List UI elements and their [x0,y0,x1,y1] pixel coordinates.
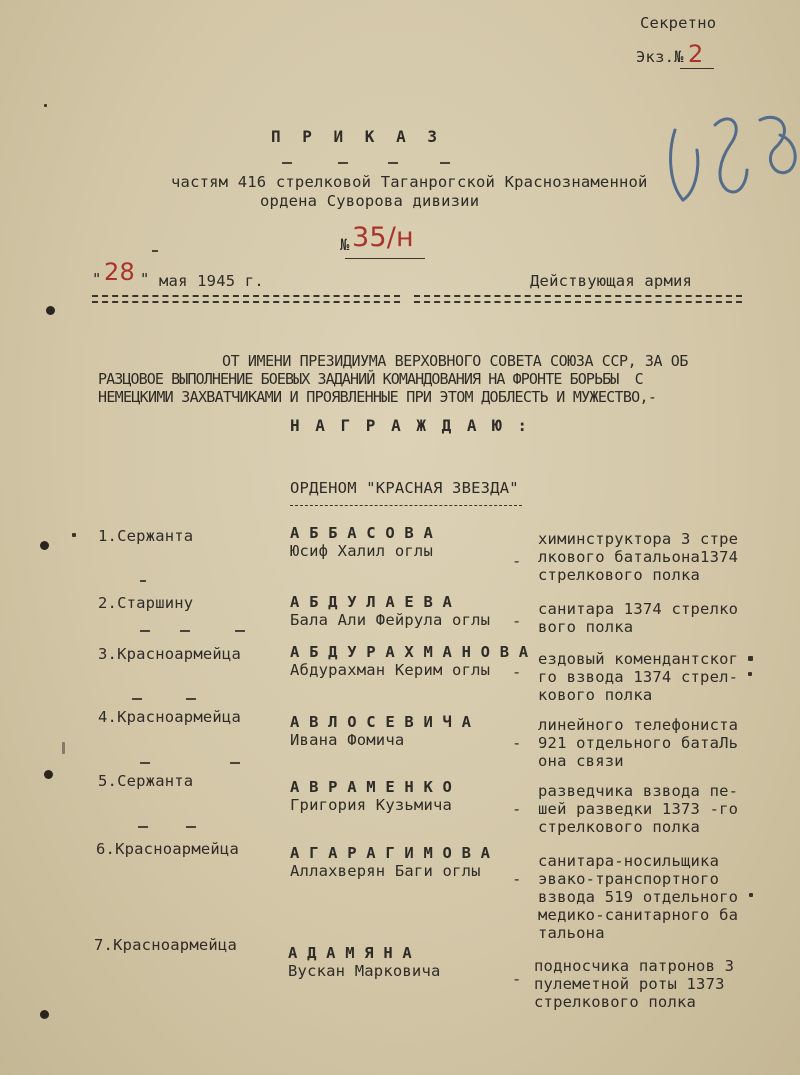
preamble-line-1: ОТ ИМЕНИ ПРЕЗИДИУМА ВЕРХОВНОГО СОВЕТА СОЮЗА ССР, ЗА ОБ [222,352,689,370]
entry-surname: А Д А М Я Н А [288,944,412,962]
entry-dash: - [512,970,522,988]
entry-duty-line: ездовый комендантског [538,650,739,668]
binder-hole [46,306,55,315]
separator-dash [235,630,245,632]
entry-duty-line: взвода 519 отдельного [538,888,739,906]
ink-speck [748,656,753,661]
order-number: 35/н [352,222,414,253]
separator-dash [338,162,348,164]
entry-given-name: Ивана Фомича [290,731,405,749]
entry-given-name: Григория Кузьмича [290,796,453,814]
entry-given-name: Абдурахман Керим оглы [290,661,491,679]
ink-speck [62,742,65,754]
order-name: ОРДЕНОМ "КРАСНАЯ ЗВЕЗДА" [290,479,519,497]
entry-rank: 2.Старшину [98,594,194,612]
date-quote-close: " [140,270,150,288]
separator-dash [132,698,142,700]
entry-duty-line: она связи [538,752,624,770]
entry-dash: - [512,800,522,818]
entry-rank: 7.Красноармейца [94,936,237,954]
preamble-line-2: РАЗЦОВОЕ ВЫПОЛНЕНИЕ БОЕВЫХ ЗАДАНИЙ КОМАНДОВАНИЯ НА ФРОНТЕ БОРЬБЫ С [98,370,643,388]
binder-hole [44,770,53,779]
entry-duty-line: 921 отдельного батаЛь [538,734,739,752]
unit-line-1: частям 416 стрелковой Таганрогской Краснознаменной [171,173,648,191]
entry-duty-line: шей разведки 1373 -го [538,800,739,818]
entry-rank: 6.Красноармейца [96,840,239,858]
separator-dash [180,630,190,632]
entry-dash: - [512,870,522,888]
header-divider [414,295,742,297]
separator-dash [186,698,196,700]
entry-given-name: Аллахверян Баги оглы [290,862,481,880]
entry-surname: А Б Д У Л А Е В А [290,593,453,611]
order-title: П Р И К А З [271,127,443,146]
entry-duty-line: медико-санитарного ба [538,906,739,924]
entry-duty-line: эвако-транспортного [538,870,720,888]
copy-label: Экз.№ [636,48,684,66]
entry-duty-line: лкового батальона1374 [538,548,739,566]
entry-duty-line: стрелкового полка [538,818,701,836]
entry-duty-line: го взвода 1374 стрел- [538,668,739,686]
separator-dash [186,826,196,828]
entry-duty-line: вого полка [538,618,634,636]
date-day: 28 [104,258,135,286]
copy-number: 2 [688,40,704,68]
ink-speck [44,104,47,107]
entry-duty-line: химинструктора 3 стре [538,530,739,548]
binder-hole [40,541,49,550]
date-month-year: мая 1945 г. [159,272,264,290]
entry-rank: 1.Сержанта [98,527,194,545]
entry-given-name: Бала Али Фейрула оглы [290,611,491,629]
location-text: Действующая армия [530,272,693,290]
entry-surname: А В Л О С Е В И Ч А [290,713,472,731]
award-declaration: Н А Г Р А Ж Д А Ю : [290,416,531,435]
unit-line-2: ордена Суворова дивизии [260,192,480,210]
header-divider [92,295,400,297]
ink-speck [749,893,753,897]
separator-dash [282,162,292,164]
entry-surname: А Б Д У Р А Х М А Н О В А [290,643,529,661]
separator-dash [140,630,150,632]
copy-underline [680,68,714,69]
entry-given-name: Юсиф Халил оглы [290,542,433,560]
entry-duty-line: кового полка [538,686,653,704]
entry-duty-line: стрелкового полка [538,566,701,584]
separator-dash [230,762,240,764]
entry-duty-line: санитара 1374 стрелко [538,600,739,618]
entry-rank: 3.Красноармейца [98,645,241,663]
entry-dash: - [512,734,522,752]
entry-given-name: Вускан Марковича [288,962,441,980]
header-divider [92,301,400,303]
entry-duty-line: подносчика патронов 3 [534,957,735,975]
entry-surname: А Б Б А С О В А [290,524,433,542]
secret-stamp: Секретно [640,14,717,32]
separator-dash [152,250,158,252]
entry-duty-line: линейного телефониста [538,716,739,734]
order-number-underline [345,258,425,259]
ink-speck [748,672,752,676]
preamble-line-3: НЕМЕЦКИМИ ЗАХВАТЧИКАМИ И ПРОЯВЛЕННЫЕ ПРИ ЭТОМ ДОБЛЕСТЬ И МУЖЕСТВО,- [98,388,657,406]
binder-hole [40,1010,49,1019]
entry-duty-line: разведчика взвода пе- [538,782,739,800]
separator-dash [440,162,450,164]
order-name-underline [290,505,522,506]
entry-dash: - [512,663,522,681]
order-number-prefix: № [340,236,350,254]
separator-dash [388,162,398,164]
entry-dash: - [512,552,522,570]
entry-duty-line: тальона [538,924,605,942]
entry-dash: - [512,612,522,630]
entry-rank: 5.Сержанта [98,772,194,790]
header-divider [414,301,742,303]
date-quote-open: " [92,270,102,288]
separator-dash [140,580,146,582]
ink-speck [72,533,76,537]
archive-number-handwritten [655,70,800,220]
entry-duty-line: стрелкового полка [534,993,697,1011]
entry-surname: А В Р А М Е Н К О [290,778,453,796]
separator-dash [140,762,150,764]
entry-rank: 4.Красноармейца [98,708,241,726]
archive-number-text: 328 [655,70,657,71]
separator-dash [138,826,148,828]
entry-duty-line: санитара-носильщика [538,852,720,870]
entry-surname: А Г А Р А Г И М О В А [290,844,491,862]
entry-duty-line: пулеметной роты 1373 [534,975,725,993]
